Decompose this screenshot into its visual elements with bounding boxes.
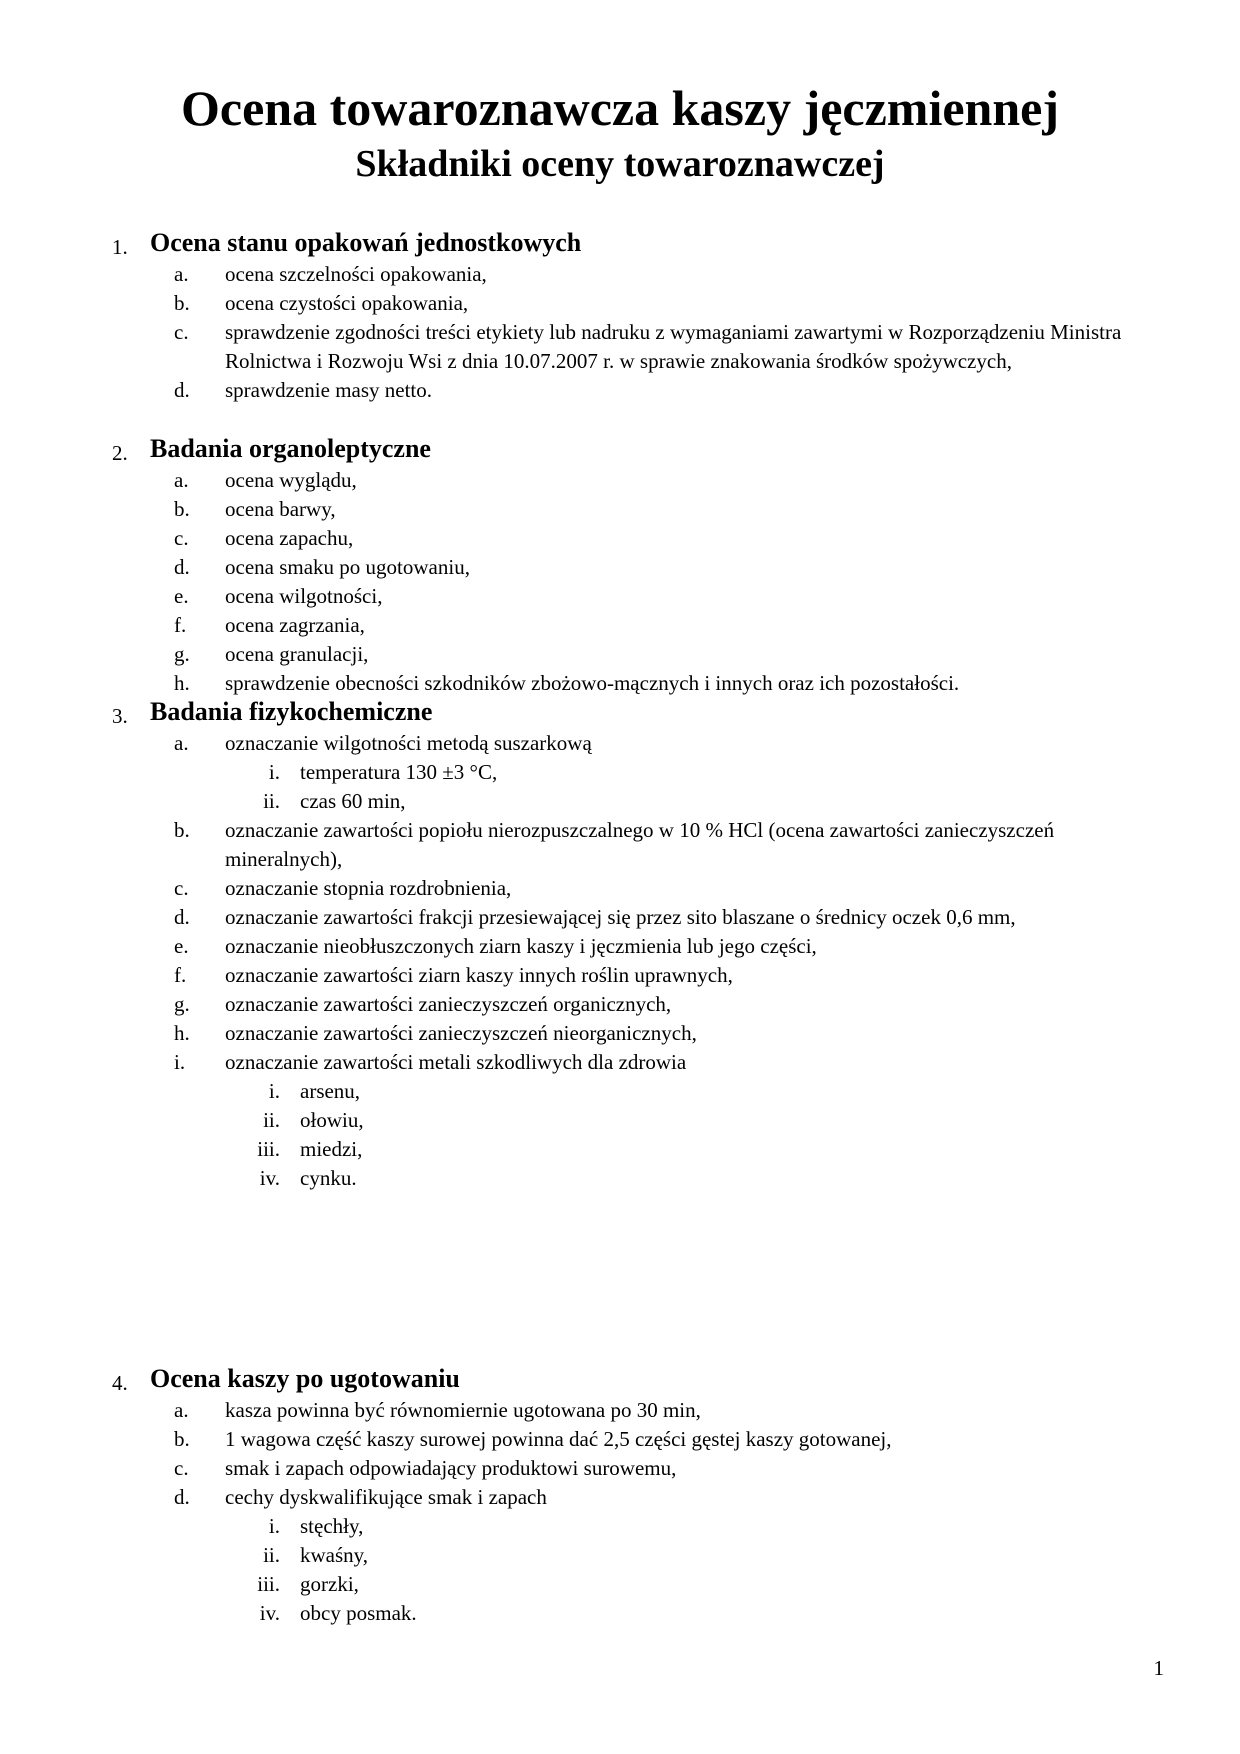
list-item-text: ocena zapachu, xyxy=(225,526,354,550)
list-item-text: ocena granulacji, xyxy=(225,642,369,666)
sub-list-item-text: ołowiu, xyxy=(300,1108,364,1132)
sub-list-item xyxy=(0,1077,1240,1106)
list-item-text: oznaczanie zawartości zanieczyszczeń organicznych, xyxy=(225,992,672,1016)
sub-list-item xyxy=(0,787,1240,816)
list-item xyxy=(0,1396,1240,1425)
list-item xyxy=(0,903,1240,932)
list-item-text: ocena czystości opakowania, xyxy=(225,291,469,315)
section-heading xyxy=(0,1362,1240,1396)
sub-list-marker: iii. xyxy=(257,1137,280,1161)
list-marker: c. xyxy=(174,526,189,550)
list-item-text: kasza powinna być równomiernie ugotowana po 30 min, xyxy=(225,1398,701,1422)
list-marker: e. xyxy=(174,584,189,608)
section-heading xyxy=(0,695,1240,729)
list-item-text: ocena wyglądu, xyxy=(225,468,357,492)
list-item-text: sprawdzenie masy netto. xyxy=(225,378,433,402)
section-title: Badania fizykochemiczne xyxy=(150,697,433,726)
list-marker: b. xyxy=(174,1427,190,1451)
list-marker: d. xyxy=(174,905,190,929)
sub-list-marker: iv. xyxy=(259,1601,280,1625)
list-item xyxy=(0,961,1240,990)
list-item xyxy=(0,640,1240,669)
list-item xyxy=(0,990,1240,1019)
sub-list-item-text: cynku. xyxy=(300,1166,357,1190)
list-item-text: sprawdzenie zgodności treści etykiety lub nadruku z wymaganiami zawartymi w Rozporządzeniu Ministra Rolnictwa i Rozwoju Wsi z dnia 10.07.2007 r. w sprawie znakowania środków spożywczych, xyxy=(225,320,1122,373)
list-marker: c. xyxy=(174,876,189,900)
list-item-text: oznaczanie wilgotności metodą suszarkową xyxy=(225,731,592,755)
sub-list-marker: i. xyxy=(268,1079,280,1103)
list-item xyxy=(0,289,1240,318)
sub-list-marker: ii. xyxy=(263,789,280,813)
section-physicochemical xyxy=(0,695,1240,1193)
list-marker: b. xyxy=(174,497,190,521)
list-item-text: ocena wilgotności, xyxy=(225,584,383,608)
list-item xyxy=(0,553,1240,582)
sub-list-item xyxy=(0,1106,1240,1135)
list-item-text: sprawdzenie obecności szkodników zbożowo-mącznych i innych oraz ich pozostałości. xyxy=(225,671,960,695)
sub-list-marker: i. xyxy=(268,760,280,784)
list-item xyxy=(0,1483,1240,1512)
list-item xyxy=(0,1019,1240,1048)
list-marker: c. xyxy=(174,1456,189,1480)
sub-list-item xyxy=(0,1164,1240,1193)
document-subtitle: Składniki oceny towaroznawczej xyxy=(355,143,885,185)
list-item xyxy=(0,1454,1240,1483)
sub-list-marker: iii. xyxy=(257,1572,280,1596)
section-heading xyxy=(0,226,1240,260)
list-item xyxy=(0,1425,1240,1454)
list-item-text: ocena zagrzania, xyxy=(225,613,365,637)
section-organoleptic xyxy=(0,432,1240,698)
list-marker: a. xyxy=(174,468,189,492)
section-packaging xyxy=(0,226,1240,405)
list-item xyxy=(0,495,1240,524)
list-item-text: oznaczanie stopnia rozdrobnienia, xyxy=(225,876,512,900)
page-number: 1 xyxy=(1153,1656,1164,1680)
list-marker: d. xyxy=(174,378,190,402)
sub-list-item-text: obcy posmak. xyxy=(300,1601,417,1625)
section-number: 4. xyxy=(112,1371,128,1395)
list-item xyxy=(0,318,1240,376)
list-marker: i. xyxy=(174,1050,186,1074)
list-marker: e. xyxy=(174,934,189,958)
list-marker: b. xyxy=(174,818,190,842)
sub-list-item-text: czas 60 min, xyxy=(300,789,406,813)
section-title: Badania organoleptyczne xyxy=(150,434,431,463)
list-item xyxy=(0,466,1240,495)
sub-list-item-text: arsenu, xyxy=(300,1079,361,1103)
list-marker: d. xyxy=(174,555,190,579)
sub-list-item xyxy=(0,1599,1240,1628)
list-item-text: smak i zapach odpowiadający produktowi surowemu, xyxy=(225,1456,677,1480)
section-number: 2. xyxy=(112,441,128,465)
list-marker: b. xyxy=(174,291,190,315)
list-item xyxy=(0,816,1240,874)
list-marker: c. xyxy=(174,320,189,344)
sub-list-item-text: stęchły, xyxy=(300,1514,364,1538)
list-item-text: oznaczanie zawartości popiołu nierozpuszczalnego w 10 % HCl (ocena zawartości zanieczyszczeń mineralnych), xyxy=(225,818,1055,871)
section-number: 1. xyxy=(112,235,128,259)
list-item-text: ocena smaku po ugotowaniu, xyxy=(225,555,470,579)
list-item xyxy=(0,874,1240,903)
list-item-text: oznaczanie zawartości frakcji przesiewającej się przez sito blaszane o średnicy oczek 0,6 mm, xyxy=(225,905,1016,929)
section-title: Ocena stanu opakowań jednostkowych xyxy=(150,228,582,257)
list-item xyxy=(0,669,1240,698)
sub-list-item-text: kwaśny, xyxy=(300,1543,369,1567)
sub-list-item xyxy=(0,1512,1240,1541)
list-item xyxy=(0,611,1240,640)
sub-list-item xyxy=(0,1135,1240,1164)
list-item-text: oznaczanie zawartości zanieczyszczeń nieorganicznych, xyxy=(225,1021,697,1045)
sub-list-item xyxy=(0,1541,1240,1570)
list-marker: a. xyxy=(174,1398,189,1422)
list-item-text: 1 wagowa część kaszy surowej powinna dać 2,5 części gęstej kaszy gotowanej, xyxy=(225,1427,892,1451)
section-cooked-evaluation xyxy=(0,1362,1240,1628)
sub-list-item-text: gorzki, xyxy=(300,1572,359,1596)
list-marker: h. xyxy=(174,671,190,695)
list-item xyxy=(0,260,1240,289)
list-item xyxy=(0,582,1240,611)
sub-list-item xyxy=(0,1570,1240,1599)
section-number: 3. xyxy=(112,704,128,728)
list-item xyxy=(0,932,1240,961)
list-marker: f. xyxy=(174,963,187,987)
list-item-text: ocena barwy, xyxy=(225,497,336,521)
list-marker: d. xyxy=(174,1485,190,1509)
list-item xyxy=(0,1048,1240,1077)
document-title: Ocena towaroznawcza kaszy jęczmiennej xyxy=(180,80,1059,136)
sub-list-item-text: miedzi, xyxy=(300,1137,363,1161)
list-item-text: oznaczanie nieobłuszczonych ziarn kaszy i jęczmienia lub jego części, xyxy=(225,934,817,958)
sub-list-marker: ii. xyxy=(263,1108,280,1132)
sub-list-item-text: temperatura 130 ±3 °C, xyxy=(300,760,498,784)
section-title: Ocena kaszy po ugotowaniu xyxy=(150,1364,460,1393)
sub-list-marker: i. xyxy=(268,1514,280,1538)
list-marker: f. xyxy=(174,613,187,637)
list-item xyxy=(0,376,1240,405)
list-marker: a. xyxy=(174,731,189,755)
list-marker: g. xyxy=(174,642,190,666)
list-marker: h. xyxy=(174,1021,190,1045)
list-item xyxy=(0,524,1240,553)
list-item-text: oznaczanie zawartości ziarn kaszy innych roślin uprawnych, xyxy=(225,963,733,987)
sub-list-item xyxy=(0,758,1240,787)
list-item xyxy=(0,729,1240,758)
section-heading xyxy=(0,432,1240,466)
sub-list-marker: iv. xyxy=(259,1166,280,1190)
list-marker: g. xyxy=(174,992,190,1016)
list-item-text: ocena szczelności opakowania, xyxy=(225,262,487,286)
list-item-text: oznaczanie zawartości metali szkodliwych dla zdrowia xyxy=(225,1050,687,1074)
list-item-text: cechy dyskwalifikujące smak i zapach xyxy=(225,1485,547,1509)
list-marker: a. xyxy=(174,262,189,286)
sub-list-marker: ii. xyxy=(263,1543,280,1567)
